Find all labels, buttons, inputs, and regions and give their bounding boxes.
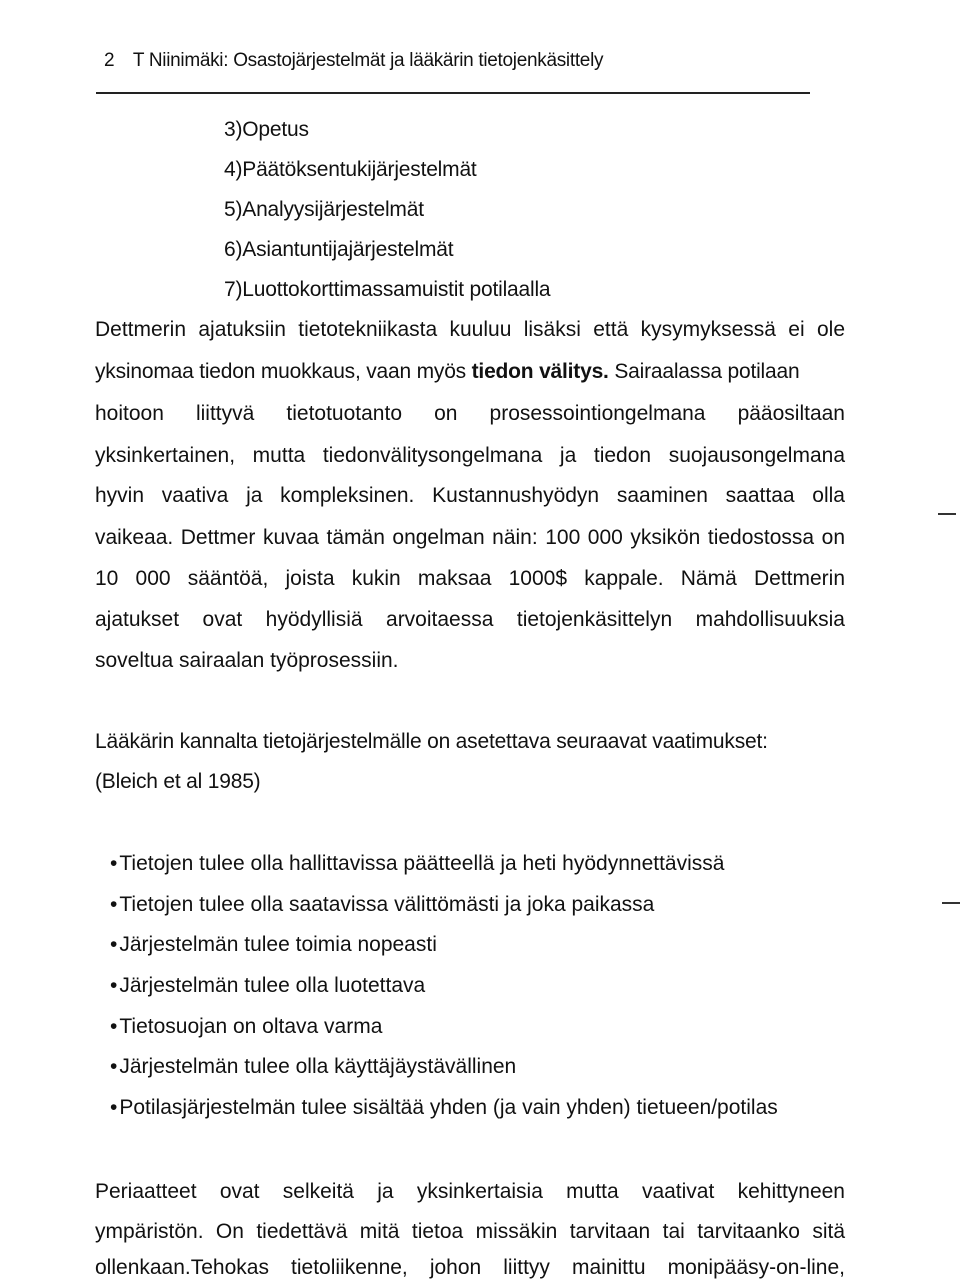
paragraph-text: Sairaalassa potilaan [614,360,800,383]
requirements-intro: Lääkärin kannalta tietojärjestelmälle on asetettava seuraavat vaatimukset: [95,730,768,753]
paragraph-line [95,360,845,384]
paragraph-line: Periaatteet ovat selkeitä ja yksinkertaisia mutta vaativat kehittyneen [95,1180,845,1203]
bullet-item: • Tietojen tulee olla saatavissa välittömästi ja joka paikassa [110,893,654,917]
bullet-item: • Tietojen tulee olla hallittavissa päätteellä ja heti hyödynnettävissä [110,852,724,876]
paragraph-line: ollenkaan.Tehokas tietoliikenne, johon liittyy mainittu monipääsy-on-line, [95,1256,845,1279]
bullet-item: • Järjestelmän tulee olla käyttäjäystävällinen [110,1055,516,1079]
bullet-item: • Järjestelmän tulee olla luotettava [110,974,425,998]
margin-mark [938,513,956,515]
bullet-item: • Järjestelmän tulee toimia nopeasti [110,933,437,957]
paragraph-text: yksinomaa tiedon muokkaus, vaan myös [95,360,466,383]
running-title: T Niinimäki: Osastojärjestelmät ja lääkärin tietojenkäsittely [132,50,604,71]
paragraph-line: 10 000 sääntöä, joista kukin maksaa 1000$ kappale. Nämä Dettmerin [95,567,845,590]
header-rule [96,92,810,94]
paragraph-line: Dettmerin ajatuksiin tietotekniikasta kuuluu lisäksi että kysymyksessä ei ole [95,318,845,341]
bullet-item: • Potilasjärjestelmän tulee sisältää yhden (ja vain yhden) tietueen/potilas [110,1096,778,1120]
list-item: 7)Luottokorttimassamuistit potilaalla [224,278,551,301]
paragraph-line: hyvin vaativa ja kompleksinen. Kustannushyödyn saaminen saattaa olla [95,484,845,507]
running-header [104,50,603,72]
emphasized-term: tiedon välitys. [471,360,609,383]
list-item: 5)Analyysijärjestelmät [224,198,424,221]
list-item: 6)Asiantuntijajärjestelmät [224,238,454,261]
page-number: 2 [104,50,115,71]
margin-mark [942,902,960,904]
citation: (Bleich et al 1985) [95,770,261,793]
list-item: 3)Opetus [224,118,309,141]
bullet-item: • Tietosuojan on oltava varma [110,1015,382,1039]
paragraph-line: yksinkertainen, mutta tiedonvälitysongelmana ja tiedon suojausongelmana [95,444,845,467]
paragraph-line: hoitoon liittyvä tietotuotanto on prosessointiongelmana pääosiltaan [95,402,845,425]
paragraph-line: ympäristön. On tiedettävä mitä tietoa missäkin tarvitaan tai tarvitaanko sitä [95,1220,845,1243]
paragraph-line: vaikeaa. Dettmer kuvaa tämän ongelman näin: 100 000 yksikön tiedostossa on [95,526,845,549]
paragraph-line: ajatukset ovat hyödyllisiä arvoitaessa tietojenkäsittelyn mahdollisuuksia [95,608,845,631]
list-item: 4)Päätöksentukijärjestelmät [224,158,477,181]
paragraph-line: soveltua sairaalan työprosessiin. [95,649,399,672]
